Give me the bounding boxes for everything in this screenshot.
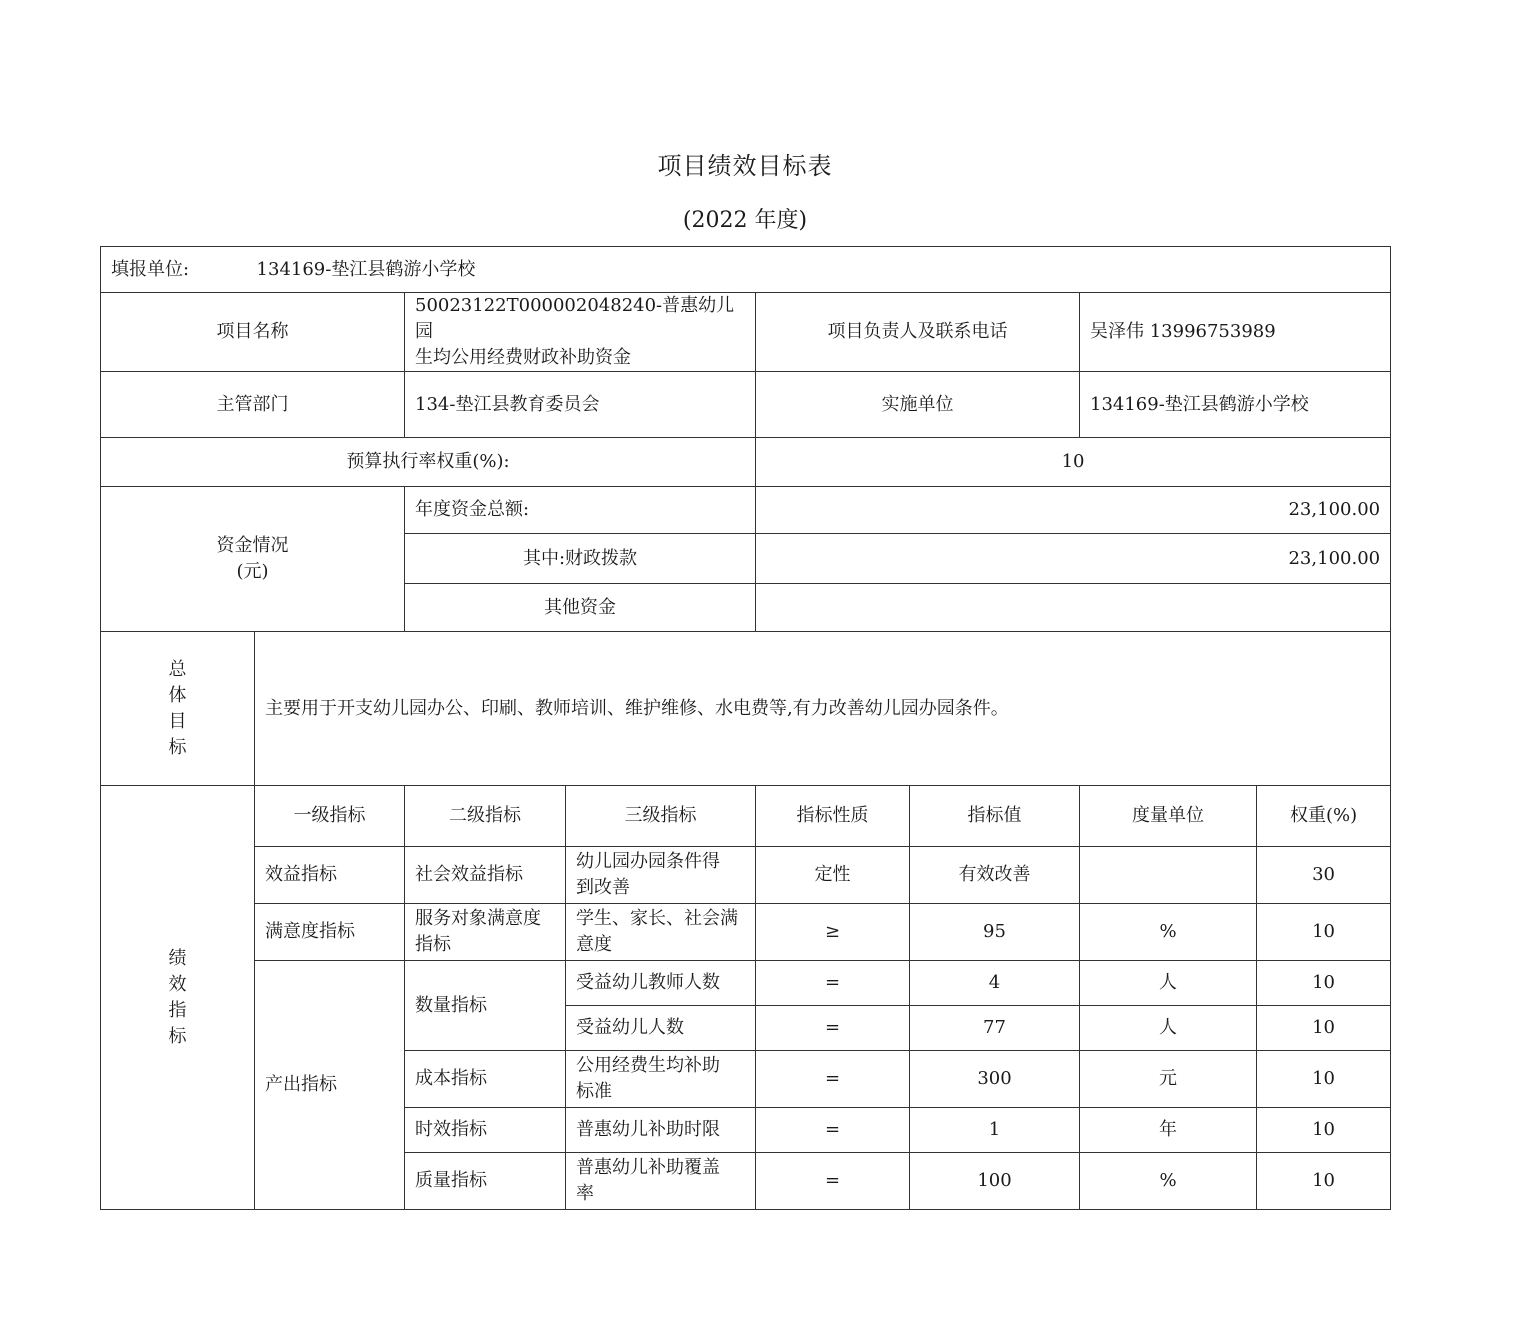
level3-line: 意度 xyxy=(576,934,612,955)
level3-line: 公用经费生均补助 xyxy=(576,1055,720,1076)
header-level2: 二级指标 xyxy=(405,786,566,847)
reporting-unit-label: 填报单位: xyxy=(111,258,190,280)
reporting-unit-row xyxy=(101,247,1391,293)
goal-char: 总 xyxy=(168,658,187,680)
performance-target-table xyxy=(100,246,1391,1210)
overall-goal-label xyxy=(101,632,255,786)
goal-char: 目 xyxy=(168,710,187,732)
header-unit: 度量单位 xyxy=(1080,786,1257,847)
nature-cell: = xyxy=(756,1006,910,1051)
unit-cell: % xyxy=(1080,1153,1257,1210)
header-value: 指标值 xyxy=(910,786,1080,847)
level2-cell: 成本指标 xyxy=(405,1051,566,1108)
reporting-unit-cell xyxy=(101,247,1391,293)
value-cell: 4 xyxy=(910,961,1080,1006)
level2-cell: 质量指标 xyxy=(405,1153,566,1210)
weight-cell: 10 xyxy=(1257,961,1391,1006)
value-cell: 77 xyxy=(910,1006,1080,1051)
level3-cell xyxy=(566,1153,756,1210)
goal-char: 体 xyxy=(168,684,187,706)
level3-cell xyxy=(566,904,756,961)
value-cell: 300 xyxy=(910,1051,1080,1108)
unit-cell: 人 xyxy=(1080,961,1257,1006)
perf-char: 效 xyxy=(168,973,187,995)
weight-cell: 10 xyxy=(1257,904,1391,961)
unit-cell: 年 xyxy=(1080,1108,1257,1153)
nature-cell: = xyxy=(756,1108,910,1153)
weight-cell: 10 xyxy=(1257,1153,1391,1210)
unit-cell xyxy=(1080,847,1257,904)
fiscal-label: 其中:财政拨款 xyxy=(405,534,756,584)
weight-cell: 30 xyxy=(1257,847,1391,904)
unit-cell: % xyxy=(1080,904,1257,961)
manager-value: 吴泽伟 13996753989 xyxy=(1080,293,1391,372)
other-funds-label: 其他资金 xyxy=(405,584,756,632)
other-funds-value xyxy=(756,584,1391,632)
level2-cell: 社会效益指标 xyxy=(405,847,566,904)
manager-label: 项目负责人及联系电话 xyxy=(756,293,1080,372)
table-row xyxy=(101,961,1391,1006)
project-name-row xyxy=(101,293,1391,372)
nature-cell: = xyxy=(756,1153,910,1210)
reporting-unit-value: 134169-垫江县鹤游小学校 xyxy=(256,258,476,280)
indicator-header-row xyxy=(101,786,1391,847)
funds-label-line2: (元) xyxy=(236,561,269,582)
annual-total-label: 年度资金总额: xyxy=(405,487,756,534)
perf-char: 绩 xyxy=(168,947,187,969)
dept-label: 主管部门 xyxy=(101,372,405,438)
budget-rate-row xyxy=(101,438,1391,487)
department-row xyxy=(101,372,1391,438)
dept-value: 134-垫江县教育委员会 xyxy=(405,372,756,438)
level3-line: 到改善 xyxy=(576,877,630,898)
level3-line: 标准 xyxy=(576,1081,612,1102)
level3-line: 学生、家长、社会满 xyxy=(576,908,738,929)
level1-cell: 产出指标 xyxy=(255,961,405,1210)
weight-cell: 10 xyxy=(1257,1051,1391,1108)
nature-cell: ≥ xyxy=(756,904,910,961)
impl-value: 134169-垫江县鹤游小学校 xyxy=(1080,372,1391,438)
goal-char: 标 xyxy=(168,736,187,758)
weight-cell: 10 xyxy=(1257,1006,1391,1051)
level3-line: 普惠幼儿补助覆盖 xyxy=(576,1157,720,1178)
level2-cell: 时效指标 xyxy=(405,1108,566,1153)
level1-cell: 满意度指标 xyxy=(255,904,405,961)
value-cell: 95 xyxy=(910,904,1080,961)
nature-cell: = xyxy=(756,961,910,1006)
value-cell: 1 xyxy=(910,1108,1080,1153)
table-row xyxy=(101,904,1391,961)
performance-indicator-label xyxy=(101,786,255,1210)
year-subtitle: (2022 年度) xyxy=(682,208,808,233)
level3-line: 率 xyxy=(576,1183,594,1204)
value-cell: 有效改善 xyxy=(910,847,1080,904)
level2-line: 指标 xyxy=(415,934,451,955)
level1-cell: 效益指标 xyxy=(255,847,405,904)
level3-cell: 受益幼儿教师人数 xyxy=(566,961,756,1006)
value-cell: 100 xyxy=(910,1153,1080,1210)
level3-cell: 受益幼儿人数 xyxy=(566,1006,756,1051)
project-name-label: 项目名称 xyxy=(101,293,405,372)
level2-cell xyxy=(405,904,566,961)
header-level3: 三级指标 xyxy=(566,786,756,847)
funds-label-line1: 资金情况 xyxy=(216,535,289,556)
level2-cell: 数量指标 xyxy=(405,961,566,1051)
fiscal-value: 23,100.00 xyxy=(756,534,1391,584)
header-nature: 指标性质 xyxy=(756,786,910,847)
level2-line: 服务对象满意度 xyxy=(415,908,541,929)
nature-cell: 定性 xyxy=(756,847,910,904)
level3-cell: 普惠幼儿补助时限 xyxy=(566,1108,756,1153)
header-level1: 一级指标 xyxy=(255,786,405,847)
annual-total-row xyxy=(101,487,1391,534)
overall-goal-row xyxy=(101,632,1391,786)
page-title: 项目绩效目标表 xyxy=(657,152,833,180)
impl-label: 实施单位 xyxy=(756,372,1080,438)
overall-goal-text: 主要用于开支幼儿园办公、印刷、教师培训、维护维修、水电费等,有力改善幼儿园办园条件。 xyxy=(255,632,1391,786)
project-name-line1: 50023122T000002048240-普惠幼儿园 xyxy=(415,295,735,342)
budget-rate-label: 预算执行率权重(%): xyxy=(101,438,756,487)
level3-cell xyxy=(566,1051,756,1108)
table-row xyxy=(101,847,1391,904)
funds-label xyxy=(101,487,405,632)
header-weight: 权重(%) xyxy=(1257,786,1391,847)
unit-cell: 元 xyxy=(1080,1051,1257,1108)
annual-total-value: 23,100.00 xyxy=(756,487,1391,534)
project-name-value xyxy=(405,293,756,372)
perf-char: 标 xyxy=(168,1025,187,1047)
perf-char: 指 xyxy=(168,999,187,1021)
budget-rate-value: 10 xyxy=(756,438,1391,487)
level3-line: 幼儿园办园条件得 xyxy=(576,851,720,872)
level3-cell xyxy=(566,847,756,904)
project-name-line2: 生均公用经费财政补助资金 xyxy=(415,347,631,368)
unit-cell: 人 xyxy=(1080,1006,1257,1051)
nature-cell: = xyxy=(756,1051,910,1108)
weight-cell: 10 xyxy=(1257,1108,1391,1153)
